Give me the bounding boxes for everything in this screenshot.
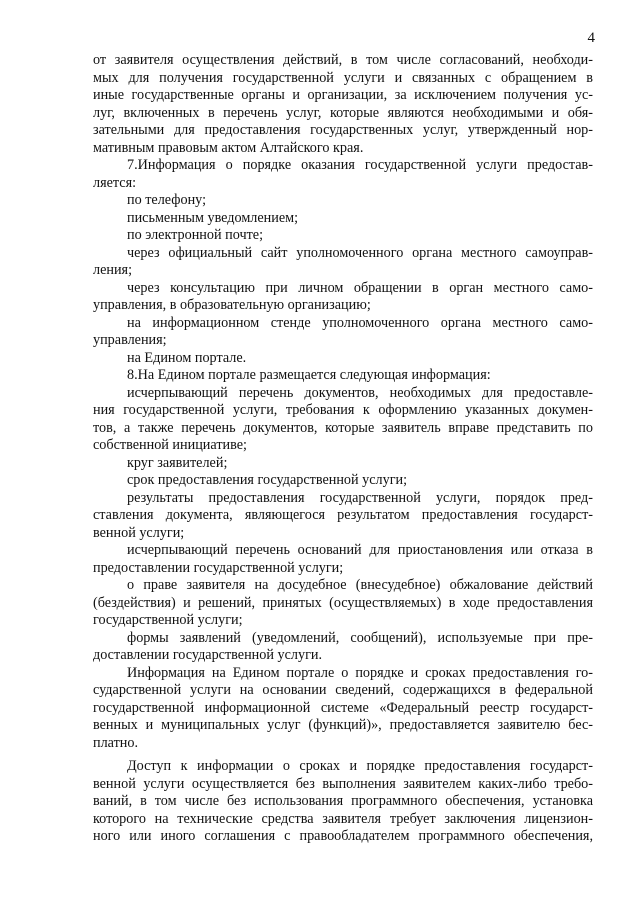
text-line: (бездействия) и решений, принятых (осуществляемых) в ходе предоставления bbox=[93, 594, 593, 611]
text-line: ления; bbox=[93, 262, 133, 278]
text-line: по электронной почте; bbox=[127, 227, 264, 243]
text-line: формы заявлений (уведомлений, сообщений), используемые при пре- bbox=[127, 629, 593, 646]
text-line: о праве заявителя на досудебное (внесудебное) обжалование действий bbox=[127, 577, 593, 593]
text-line: на информационном стенде уполномоченного органа местного само- bbox=[127, 314, 593, 331]
text-line: управления; bbox=[93, 332, 167, 348]
text-line: срок предоставления государственной услуги; bbox=[127, 472, 408, 488]
text-line: исчерпывающий перечень оснований для приостановления или отказа в bbox=[127, 542, 593, 558]
text-line: управления, в образовательную организацию; bbox=[93, 297, 371, 313]
text-line: мативным правовым актом Алтайского края. bbox=[93, 139, 364, 156]
text-line: через официальный сайт уполномоченного органа местного самоуправ- bbox=[127, 244, 593, 261]
text-line: ставления документа, являющегося результатом предоставления государст- bbox=[93, 507, 593, 523]
document-body bbox=[93, 52, 593, 846]
text-line: 7.Информация о порядке оказания государственной услуги предостав- bbox=[127, 157, 593, 173]
text-line: от заявителя осуществления действий, в том числе согласований, необходи- bbox=[93, 52, 593, 68]
text-line: тов, а также перечень документов, которые заявитель вправе представить по bbox=[93, 419, 593, 436]
text-line: исчерпывающий перечень документов, необходимых для предоставле- bbox=[127, 384, 593, 401]
text-line: на Едином портале. bbox=[127, 349, 247, 366]
text-line: предоставлении государственной услуги; bbox=[93, 559, 344, 576]
text-line: результаты предоставления государственной услуги, порядок пред- bbox=[127, 489, 593, 506]
text-line: венной услуги осуществляется без выполнения заявителем каких-либо требо- bbox=[93, 775, 593, 792]
text-line: государственной услуги; bbox=[93, 612, 243, 628]
text-line: по телефону; bbox=[127, 192, 207, 208]
text-line: венной услуги; bbox=[93, 524, 185, 541]
text-line: платно. bbox=[93, 734, 139, 751]
text-line: ного или иного соглашения с правообладателем программного обеспечения, bbox=[93, 828, 593, 844]
text-line: луг, включенных в перечень услуг, которые являются необходимыми и обя- bbox=[93, 104, 593, 121]
text-line: 8.На Едином портале размещается следующая информация: bbox=[127, 367, 491, 383]
text-line: ваний, в том числе без использования программного обеспечения, установка bbox=[93, 793, 593, 809]
text-line: сударственной услуги на основании сведений, содержащихся в федеральной bbox=[93, 682, 593, 698]
page-number: 4 bbox=[587, 30, 595, 46]
text-line: ляется: bbox=[93, 174, 137, 191]
text-line: письменным уведомлением; bbox=[127, 209, 299, 226]
text-line: иные государственные органы и организации, за исключением получения ус- bbox=[93, 87, 593, 103]
text-line: мых для получения государственной услуги и связанных с обращением в bbox=[93, 69, 593, 86]
text-line: зательными для предоставления государственных услуг, утвержденный нор- bbox=[93, 122, 593, 138]
text-line: ния государственной услуги, требования к оформлению указанных докумен- bbox=[93, 402, 593, 418]
text-line: Доступ к информации о сроках и порядке предоставления государст- bbox=[127, 758, 593, 774]
text-line: которого на технические средства заявителя требует заключения лицензион- bbox=[93, 810, 593, 827]
text-line: венных и муниципальных услуг (функций)», предоставляется заявителю бес- bbox=[93, 717, 593, 733]
text-line: государственной информационной системе «Федеральный реестр государст- bbox=[93, 699, 593, 716]
text-line: круг заявителей; bbox=[127, 454, 228, 471]
text-line: через консультацию при личном обращении в орган местного само- bbox=[127, 279, 593, 296]
text-line: доставлении государственной услуги. bbox=[93, 647, 323, 663]
text-line: собственной инициативе; bbox=[93, 437, 247, 453]
text-line: Информация на Едином портале о порядке и сроках предоставления го- bbox=[127, 664, 593, 681]
